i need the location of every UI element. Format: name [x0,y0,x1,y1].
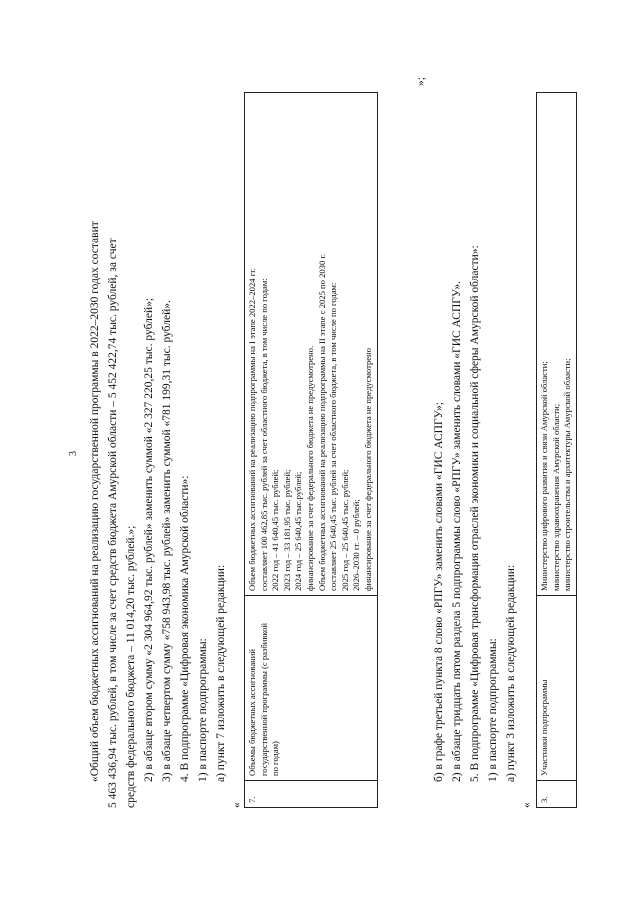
table-value-cell [245,93,378,596]
table-label-line: государственной программы (с разбивкой [258,622,269,776]
budget-table [244,92,378,808]
paragraph-line: средств федерального бюджета – 11 014,20 тыс. рублей.»; [125,525,137,808]
open-quote: « [521,802,533,808]
table-value-line: Объем бюджетных ассигнований на реализацию подпрограммы на I этапе 2022–2024 гг. [247,268,257,591]
table-value-line: 2023 год – 33 181,95 тыс. рублей; [281,469,292,591]
table-value-line: Объем бюджетных ассигнований на реализацию подпрограммы на II этапе с 2025 по 2030 г. [316,253,327,591]
table-value-line: министерство здравоохранения Амурской области; [550,403,561,591]
table-value-line: составляет 25 640,45 тыс. рублей за счет областного бюджета, в том числе по годам: [328,282,339,591]
participants-table [536,92,577,808]
paragraph-line: 4. В подпрограмме «Цифровая экономика Амурской области»: [179,475,191,782]
table-value-line: 2025 год – 25 640,45 тыс. рублей; [339,469,350,591]
paragraph-line: 5 463 436,94 тыс. рублей, в том числе за счет средств бюджета Амурской области – 5 452 422,74 тыс. рублей, за счет [107,238,119,808]
table-value-line: Министерство цифрового развития и связи Амурской области; [539,361,549,591]
table-value-line: финансирование за счет федерального бюджета не предусмотрено [362,348,373,591]
page-number: 3 [68,451,79,456]
table-value-line: 2026–2030 гг. – 0 рублей; [351,499,362,591]
paragraph-line: 1) в паспорте подпрограммы: [487,638,499,782]
paragraph-line: 3) в абзаце четвертом сумму «758 943,98 тыс. рублей» заменить суммой «781 199,31 тыс. рублей». [161,300,173,782]
paragraph-line: 1) в паспорте подпрограммы: [197,638,209,782]
table-value-line: финансирование за счет федерального бюджета не предусмотрено. [304,345,315,591]
table-label-line: по годам) [270,741,281,776]
table-row-number: 3. [537,781,577,808]
paragraph-line: 5. В подпрограмме «Цифровая трансформация отраслей экономики и социальной сферы Амурской области»: [469,245,481,782]
paragraph-line: 2) в абзаце втором сумму «2 304 964,92 тыс. рублей» заменить суммой «2 327 220,25 тыс. рублей»; [143,297,155,782]
paragraph-line: а) пункт 7 изложить в следующей редакции: [215,564,227,782]
table-value-line: министерство строительства и архитектуры Амурской области; [562,358,573,591]
table-label-cell: Участники подпрограммы [537,596,577,781]
table-value-line: составляет 100 462,85 тыс. рублей за счет областного бюджета, в том числе по годам: [258,278,269,591]
open-quote: « [231,802,243,808]
close-quote: »; [415,77,427,86]
paragraph-line: б) в графе третьей пункта 8 слово «РПГУ» заменить словами «ГИС АСПГУ»; [433,402,445,782]
paragraph-line: «Общий объем бюджетных ассигнований на реализацию государственной программы в 2022–2030 годах составит [89,221,101,782]
table-value-cell [537,93,577,596]
table-label-cell [245,596,378,781]
table-value-line: 2022 год – 41 640,45 тыс. рублей; [270,469,281,591]
table-label-line: Объемы бюджетных ассигнований [247,649,257,776]
paragraph-line: 2) в абзаце тридцать пятом раздела 5 подпрограммы слово «РПГУ» заменить словами «ГИС АСПГУ». [451,281,463,782]
table-row-number: 7. [245,781,378,808]
paragraph-line: а) пункт 3 изложить в следующей редакции: [505,564,517,782]
table-value-line: 2024 год – 25 640,45 тыс.рублей; [293,471,304,591]
